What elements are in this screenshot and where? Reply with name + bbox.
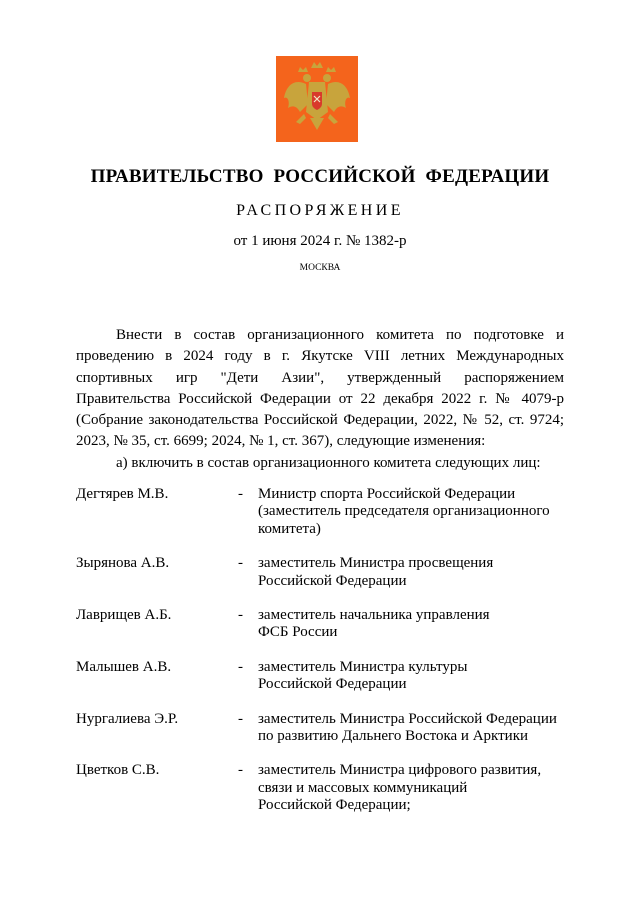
member-dash: - [238, 607, 243, 624]
document-date-number: от 1 июня 2024 г. № 1382-р [233, 233, 407, 249]
member-role: заместитель начальника управления ФСБ России [258, 607, 490, 641]
member-dash: - [238, 486, 243, 502]
member-row [76, 659, 566, 694]
member-role: заместитель Министра культуры Российской Федерации [258, 658, 468, 693]
member-role: Министр спорта Российской Федерации (заместитель председателя организационного комитета) [258, 486, 550, 537]
document-city: МОСКВА [299, 263, 341, 273]
member-role: заместитель Министра Российской Федерации по развитию Дальнего Востока и Арктики [258, 710, 557, 745]
russian-coat-of-arms-icon [276, 56, 358, 142]
member-row [76, 711, 566, 746]
member-dash: - [238, 555, 243, 572]
member-role: заместитель Министра просвещения Российской Федерации [258, 555, 494, 589]
member-name: Малышев А.В. [76, 658, 172, 675]
document-type: РАСПОРЯЖЕНИЕ [236, 202, 404, 219]
member-dash: - [238, 658, 243, 675]
member-name: Зырянова А.В. [76, 555, 170, 572]
member-name: Нургалиева Э.Р. [76, 710, 179, 727]
coat-of-arms-emblem [276, 56, 358, 142]
member-role: заместитель Министра цифрового развития, связи и массовых коммуникаций Российской Федерации; [258, 762, 542, 814]
member-dash: - [238, 762, 243, 779]
member-row [76, 762, 566, 814]
member-row [76, 555, 566, 590]
member-name: Цветков С.В. [76, 762, 160, 779]
intro-paragraph: Внести в состав организационного комитета по подготовке и проведению в 2024 году в г. Якутске VIII летних Международных спортивных игр "Дети Азии", утвержденный распоряжением Правительства Российской Федерации от 22 декабря 2022 г. № 4079-р (Собрание законодательства Российской Федерации, 2022, № 52, ст. 9724; 2023, № 35, ст. 6699; 2024, № 1, ст. 367), следующие изменения: [76, 327, 564, 450]
member-row [76, 486, 566, 538]
item-a-paragraph: а) включить в состав организационного комитета следующих лиц: [116, 455, 541, 471]
member-name: Дегтярев М.В. [76, 486, 169, 502]
government-title: ПРАВИТЕЛЬСТВО РОССИЙСКОЙ ФЕДЕРАЦИИ [90, 166, 550, 187]
member-dash: - [238, 710, 243, 727]
member-name: Лаврищев А.Б. [76, 607, 172, 624]
members-list [76, 486, 566, 832]
member-row [76, 607, 566, 642]
